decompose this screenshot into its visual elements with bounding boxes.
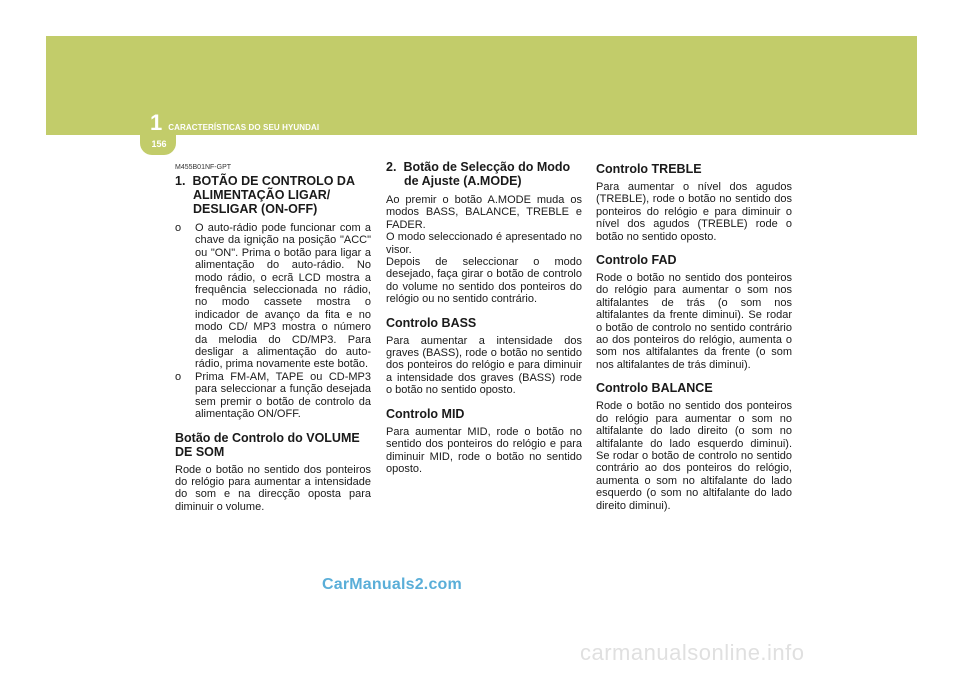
column-1 bbox=[175, 160, 371, 513]
column-2 bbox=[386, 160, 582, 475]
bullet-text: O auto-rádio pode funcionar com a chave da ignição na posição "ACC" ou "ON". Prima o botão para ligar a alimentação do auto-rádio. No modo rádio, o ecrã LCD mostra a frequência seleccionada no rádio, no modo cassete mostra o indicador de avanço da fita e no modo CD/ MP3 mostra o número da melodia do CD/MP3. Para desligar a alimentação do auto-rádio, prima novamente este botão. bbox=[195, 222, 371, 371]
chapter-header bbox=[150, 110, 319, 136]
section-2-heading bbox=[386, 160, 582, 188]
fad-heading: Controlo FAD bbox=[596, 253, 677, 268]
balance-heading: Controlo BALANCE bbox=[596, 381, 713, 396]
volume-heading: Botão de Controlo do VOLUME DE SOM bbox=[175, 430, 360, 459]
mid-text: Para aumentar MID, rode o botão no sentido dos ponteiros do relógio e para diminuir MID, rode o botão no sentido oposto. bbox=[386, 425, 582, 475]
mid-heading: Controlo MID bbox=[386, 406, 465, 421]
treble-heading: Controlo TREBLE bbox=[596, 162, 702, 176]
bullet-mark: o bbox=[175, 222, 182, 234]
fad-text: Rode o botão no sentido dos ponteiros do relógio para aumentar o som nos altifalantes de trás (o som nos altifalantes da frente diminui). Se rodar o botão de controlo no sentido contrário ao dos ponteiros do relógio, aumenta o som nos altifalantes da frente (o som nos altifalantes de trás diminui). bbox=[596, 272, 792, 371]
chapter-number: 1 bbox=[150, 110, 163, 135]
section-2-number: 2. bbox=[386, 160, 397, 174]
amode-intro-1: Ao premir o botão A.MODE muda os modos BASS, BALANCE, TREBLE e FADER. bbox=[386, 194, 582, 231]
page-number: 156 bbox=[151, 139, 167, 149]
column-3 bbox=[596, 160, 792, 512]
section-1-heading bbox=[175, 174, 371, 216]
section-1-heading-line3: DESLIGAR (ON-OFF) bbox=[193, 202, 318, 216]
section-2-heading-line2: de Ajuste (A.MODE) bbox=[404, 174, 522, 188]
balance-text: Rode o botão no sentido dos ponteiros do relógio para aumentar o som no altifalante do lado direito (o som no altifalante do lado esquerdo diminui). Se rodar o botão de controlo no sentido contrário ao dos ponteiros do relógio, aumenta o som no altifalante do lado esquerdo (o som no altifalante do lado direito diminui). bbox=[596, 400, 792, 512]
section-1-heading-line1: BOTÃO DE CONTROLO DA bbox=[192, 174, 355, 188]
section-1-number: 1. bbox=[175, 174, 186, 188]
volume-text: Rode o botão no sentido dos ponteiros do relógio para aumentar a intensidade do som e na direcção oposta para diminuir o volume. bbox=[175, 463, 371, 513]
chapter-title: CARACTERÍSTICAS DO SEU HYUNDAI bbox=[168, 123, 320, 132]
section-1-heading-line2: ALIMENTAÇÃO LIGAR/ bbox=[193, 188, 331, 202]
bass-heading: Controlo BASS bbox=[386, 315, 477, 330]
bullet-mark: o bbox=[175, 370, 182, 383]
bullet-item bbox=[175, 222, 371, 371]
section-2-heading-line1: Botão de Selecção do Modo bbox=[403, 160, 571, 174]
carmanuals-watermark-link[interactable]: CarManuals2.com bbox=[322, 576, 462, 593]
footer-watermark: carmanualsonline.info bbox=[580, 640, 805, 665]
bass-text: Para aumentar a intensidade dos graves (BASS), rode o botão no sentido dos ponteiros do relógio e para diminuir a intensidade dos graves (BASS) rode o botão no sentido oposto. bbox=[386, 334, 582, 397]
bullet-item bbox=[175, 371, 371, 421]
amode-intro-2: O modo seleccionado é apresentado no visor. bbox=[386, 231, 582, 256]
treble-text: Para aumentar o nível dos agudos (TREBLE), rode o botão no sentido dos ponteiros do relógio e para diminuir o nível dos agudos (TREBLE) rode o botão no sentido oposto. bbox=[596, 181, 792, 243]
bullet-text: Prima FM-AM, TAPE ou CD-MP3 para seleccionar a função desejada sem premir o botão de controlo da alimentação ON/OFF. bbox=[195, 370, 371, 421]
amode-intro-3: Depois de seleccionar o modo desejado, faça girar o botão de controlo do volume no sentido dos ponteiros do relógio ou no sentido contrário. bbox=[386, 256, 582, 306]
section-code: M455B01NF-GPT bbox=[175, 164, 232, 171]
